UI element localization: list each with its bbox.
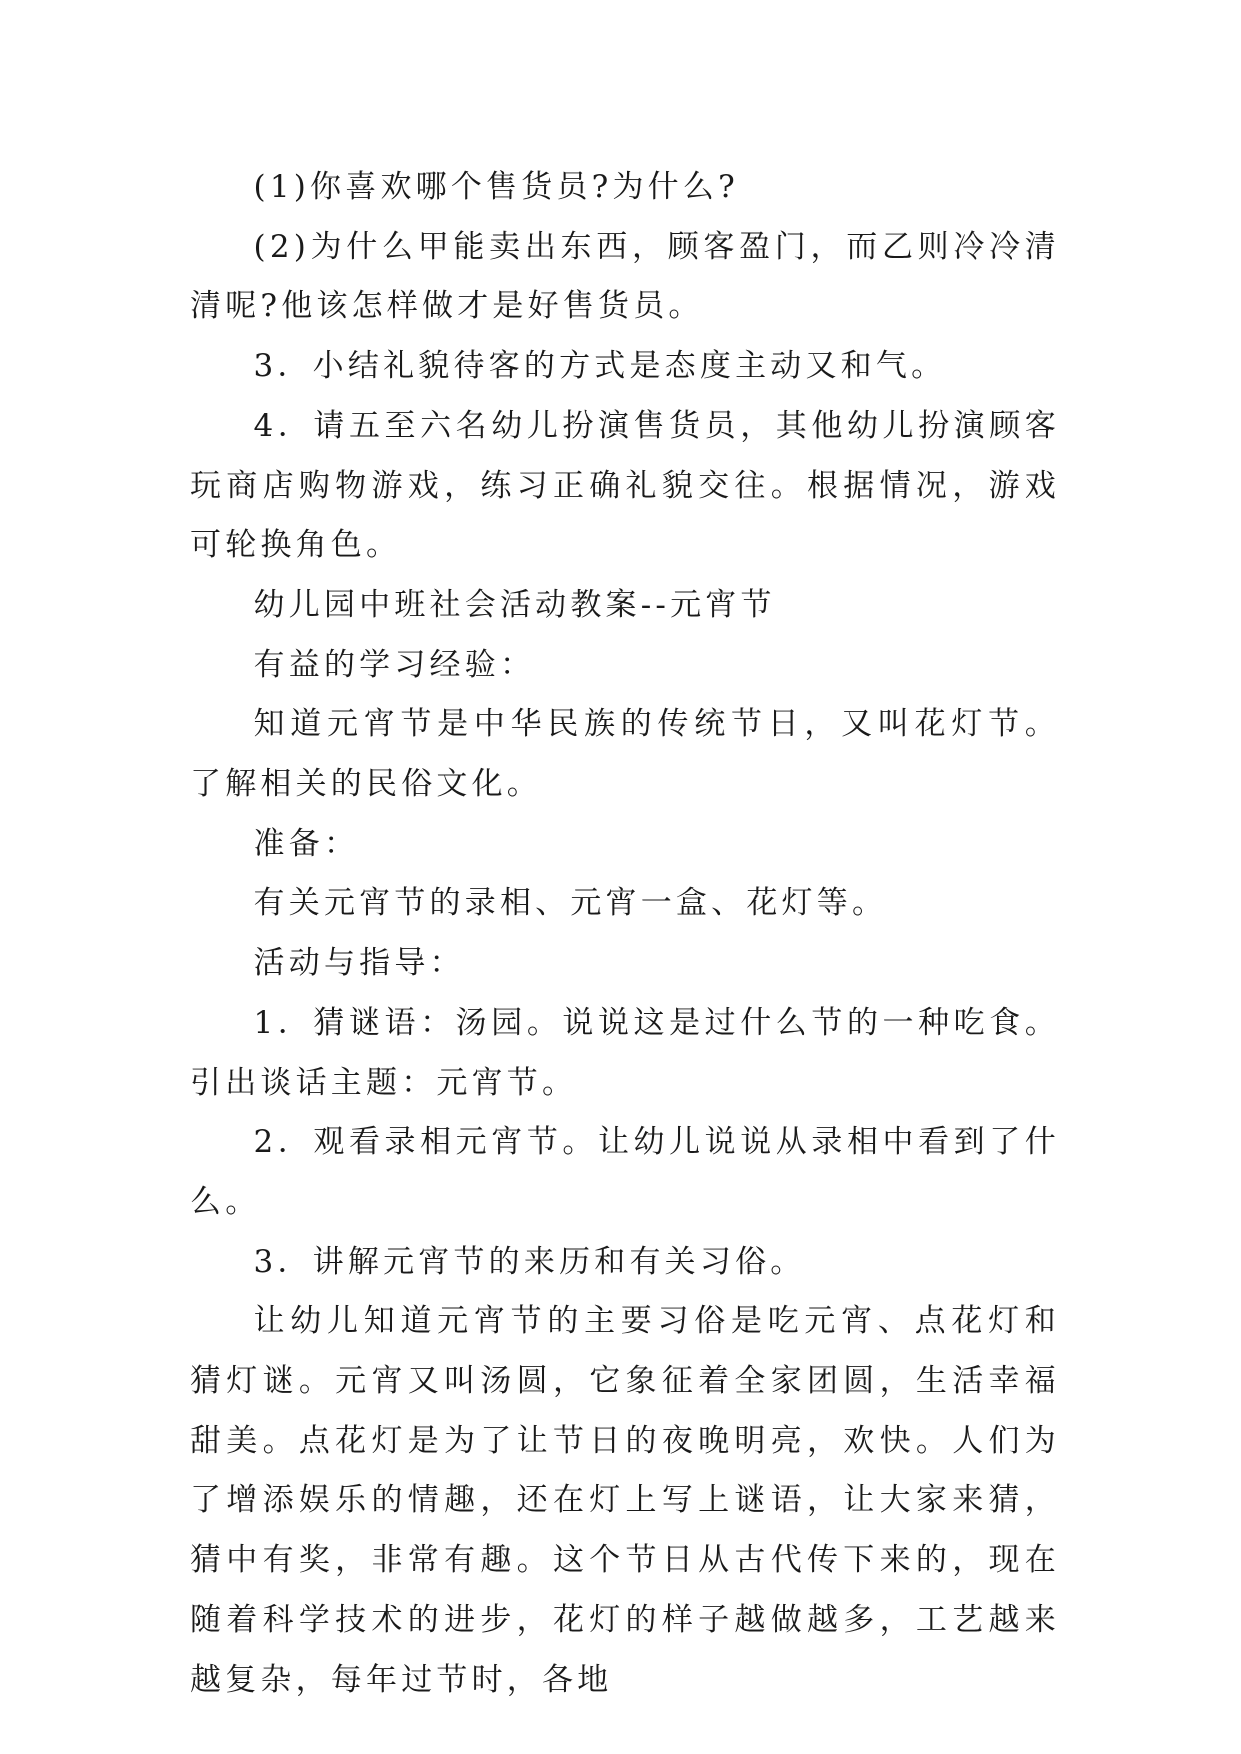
preparation-text: 有关元宵节的录相、元宵一盒、花灯等。 (253, 885, 888, 922)
section-heading-preparation: 准备： (253, 825, 360, 862)
activity-step-1: 1．猜谜语：汤园。说说这是过什么节的一种吃食。引出谈话主题：元宵节。 (190, 1004, 1060, 1101)
activity-step-2: 2．观看录相元宵节。让幼儿说说从录相中看到了什么。 (190, 1124, 1060, 1220)
step-4-role-play: 4．请五至六名幼儿扮演售货员，其他幼儿扮演顾客玩商店购物游戏，练习正确礼貌交往。根据情况，游戏可轮换角色。 (190, 407, 1060, 564)
section-heading-experience: 有益的学习经验： (253, 646, 536, 683)
activity-step-3: 3．讲解元宵节的来历和有关习俗。 (253, 1243, 806, 1280)
experience-text: 知道元宵节是中华民族的传统节日，又叫花灯节。了解相关的民俗文化。 (190, 706, 1060, 803)
section-heading-activity: 活动与指导： (253, 945, 465, 982)
question-2: (2)为什么甲能卖出东西，顾客盈门，而乙则冷冷清清呢?他该怎样做才是好售货员。 (190, 228, 1060, 325)
step-3-summary: 3．小结礼貌待客的方式是态度主动又和气。 (253, 348, 947, 385)
question-1: (1)你喜欢哪个售货员?为什么? (253, 169, 739, 205)
lesson-title: 幼儿园中班社会活动教案--元宵节 (253, 586, 776, 623)
document-body (190, 158, 1060, 1710)
customs-explanation: 让幼儿知道元宵节的主要习俗是吃元宵、点花灯和猜灯谜。元宵又叫汤圆，它象征着全家团圆，生活幸福甜美。点花灯是为了让节日的夜晚明亮，欢快。人们为了增添娱乐的情趣，还在灯上写上谜语，让大家来猜，猜中有奖，非常有趣。这个节日从古代传下来的，现在随着科学技术的进步，花灯的样子越做越多，工艺越来越复杂，每年过节时，各地 (190, 1303, 1060, 1698)
